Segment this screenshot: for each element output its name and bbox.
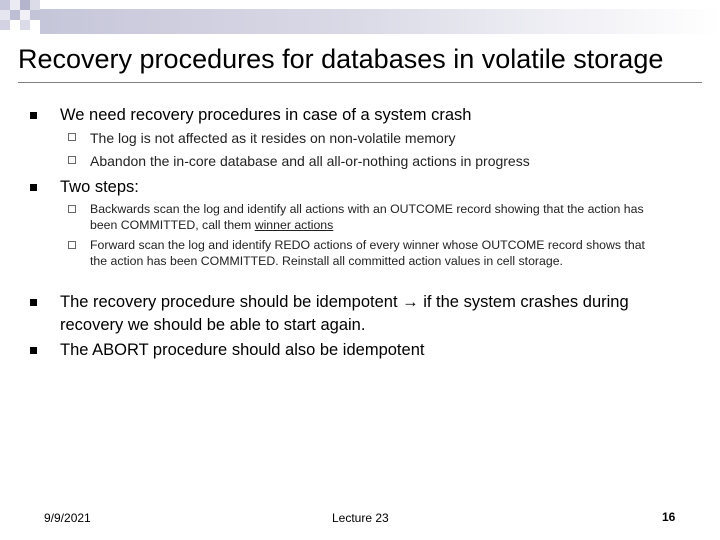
bullet-text: We need recovery procedures in case of a system crash [60, 106, 472, 124]
square-bullet-icon [30, 299, 37, 306]
bullet-text: The ABORT procedure should also be idempotent [60, 341, 425, 359]
hollow-square-bullet-icon [68, 241, 76, 249]
sub-bullet-text: Forward scan the log and identify REDO actions of every winner whose OUTCOME record shows that the action has been COMMITTED. Reinstall all committed action values in cell storage. [90, 238, 645, 268]
page-number: 16 [662, 510, 676, 524]
header-gradient-bar [40, 9, 720, 34]
header-decoration [0, 0, 720, 40]
hollow-square-bullet-icon [68, 133, 76, 141]
footer-lecture: Lecture 23 [332, 511, 389, 525]
deco-square [20, 10, 30, 20]
deco-square [30, 10, 40, 20]
sub-bullet-text-part: Backwards scan the log and identify all actions with an OUTCOME record showing that the action has been COMMITTED, call them [90, 202, 644, 232]
bullet-text: Two steps: [60, 178, 139, 196]
square-bullet-icon [30, 112, 37, 119]
hollow-square-bullet-icon [68, 205, 76, 213]
square-bullet-icon [30, 184, 37, 191]
bullet-text-part: if the system crashes during recovery we should be able to start again. [60, 293, 629, 334]
footer-date: 9/9/2021 [44, 511, 91, 525]
arrow-right-icon: → [402, 293, 419, 311]
title-underline [18, 82, 702, 83]
deco-square [20, 0, 30, 10]
sub-bullet-text: Abandon the in-core database and all all-or-nothing actions in progress [90, 153, 530, 169]
deco-square [0, 10, 10, 20]
winner-actions-term: winner actions [254, 218, 334, 232]
sub-bullet-text: The log is not affected as it resides on non-volatile memory [90, 130, 456, 146]
bullet-text [60, 291, 680, 337]
bullet-text-part: The recovery procedure should be idempotent [60, 293, 403, 311]
deco-square [20, 20, 30, 30]
hollow-square-bullet-icon [68, 156, 76, 164]
square-bullet-icon [30, 347, 37, 354]
deco-square [10, 10, 20, 20]
deco-square [0, 20, 10, 30]
deco-square [0, 0, 10, 10]
deco-square [10, 0, 20, 10]
sub-bullet-text [90, 201, 665, 233]
slide-title: Recovery procedures for databases in volatile storage [18, 44, 664, 74]
deco-square [30, 0, 40, 10]
